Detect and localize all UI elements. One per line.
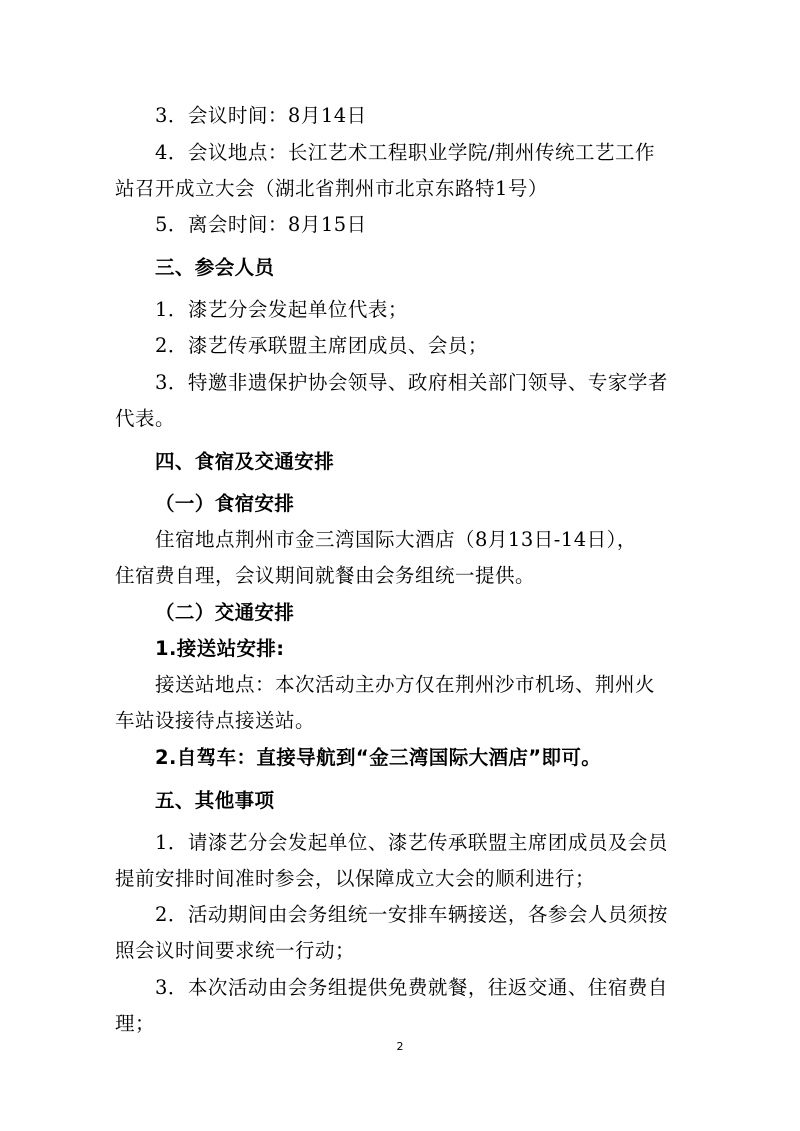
section-heading-other: 五、其他事项 xyxy=(155,789,275,812)
other-item-3: 3．本次活动由会务组提供免费就餐，往返交通、住宿费自 xyxy=(155,976,668,999)
subheading-transport: （二）交通安排 xyxy=(155,601,295,624)
section-heading-attendees: 三、参会人员 xyxy=(155,256,275,279)
accommodation-paragraph: 住宿地点荆州市金三湾国际大酒店（8月13日-14日）， xyxy=(155,528,637,551)
meeting-location-item: 4．会议地点：长江艺术工程职业学院/荆州传统工艺工作 xyxy=(155,141,655,164)
attendee-item-3: 3．特邀非遗保护协会领导、政府相关部门领导、专家学者 xyxy=(155,371,668,394)
attendee-item-3-continuation: 代表。 xyxy=(115,407,176,430)
attendee-item-1: 1．漆艺分会发起单位代表； xyxy=(155,298,408,321)
other-item-1-continuation: 提前安排时间准时参会，以保障成立大会的顺利进行； xyxy=(115,867,596,890)
other-item-2-continuation: 照会议时间要求统一行动； xyxy=(115,939,356,962)
attendee-item-2: 2．漆艺传承联盟主席团成员、会员； xyxy=(155,334,488,357)
transfer-paragraph-continuation: 车站设接待点接送站。 xyxy=(115,709,316,732)
other-item-3-continuation: 理； xyxy=(115,1012,156,1035)
subheading-accommodation: （一）食宿安排 xyxy=(155,492,295,515)
other-item-2: 2．活动期间由会务组统一安排车辆接送，各参会人员须按 xyxy=(155,903,668,926)
other-item-1: 1．请漆艺分会发起单位、漆艺传承联盟主席团成员及会员 xyxy=(155,831,668,854)
accommodation-paragraph-continuation: 住宿费自理，会议期间就餐由会务组统一提供。 xyxy=(115,564,536,587)
departure-time-item: 5．离会时间：8月15日 xyxy=(155,213,367,236)
section-heading-accommodation: 四、食宿及交通安排 xyxy=(155,450,335,473)
meeting-location-continuation: 站召开成立大会（湖北省荆州市北京东路特1号） xyxy=(115,177,548,200)
transfer-paragraph: 接送站地点：本次活动主办方仅在荆州沙市机场、荆州火 xyxy=(155,673,656,696)
page-number: 2 xyxy=(396,1040,404,1053)
self-drive-item: 2.自驾车：直接导航到“金三湾国际大酒店”即可。 xyxy=(155,746,602,769)
meeting-time-item: 3．会议时间：8月14日 xyxy=(155,104,367,127)
transfer-heading: 1.接送站安排: xyxy=(155,637,285,660)
